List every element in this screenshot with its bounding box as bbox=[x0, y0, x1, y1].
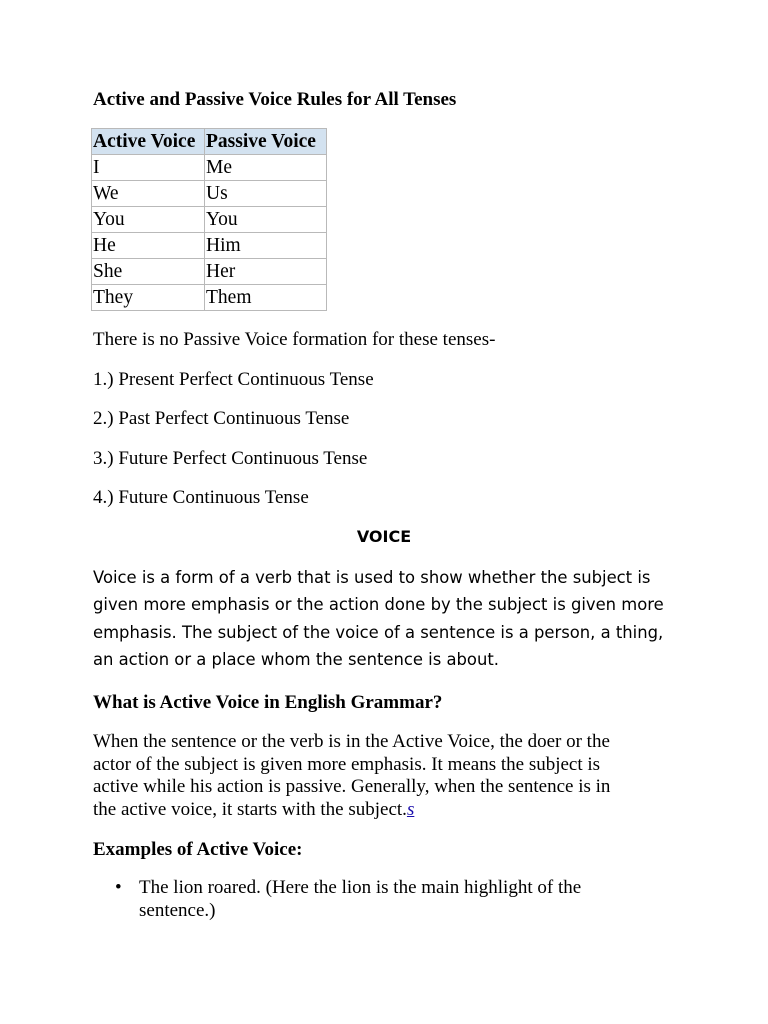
page-title: Active and Passive Voice Rules for All Tenses bbox=[93, 89, 457, 110]
table-row bbox=[92, 233, 327, 259]
table-row bbox=[92, 207, 327, 233]
table-cell: They bbox=[92, 285, 205, 311]
list-item-line: sentence.) bbox=[139, 900, 216, 921]
table-cell: Him bbox=[205, 233, 327, 259]
tense-list-item: 3.) Future Perfect Continuous Tense bbox=[93, 448, 368, 469]
active-voice-line: When the sentence or the verb is in the Active Voice, the doer or the bbox=[93, 731, 610, 752]
table-header-active: Active Voice bbox=[92, 129, 205, 155]
table-cell: You bbox=[92, 207, 205, 233]
table-cell: Me bbox=[205, 155, 327, 181]
tense-list-item: 4.) Future Continuous Tense bbox=[93, 487, 309, 508]
no-passive-intro: There is no Passive Voice formation for these tenses- bbox=[93, 329, 496, 350]
list-item bbox=[93, 876, 693, 922]
tense-list-item: 2.) Past Perfect Continuous Tense bbox=[93, 408, 350, 429]
examples-list bbox=[93, 876, 693, 922]
table-cell: Her bbox=[205, 259, 327, 285]
voice-definition-line: an action or a place whom the sentence is about. bbox=[93, 649, 499, 669]
active-voice-line: active while his action is passive. Generally, when the sentence is in bbox=[93, 776, 611, 798]
table-header-passive: Passive Voice bbox=[205, 129, 327, 155]
list-item-line: The lion roared. (Here the lion is the main highlight of the bbox=[139, 877, 582, 898]
tense-list-item: 1.) Present Perfect Continuous Tense bbox=[93, 369, 374, 390]
voice-definition-line: emphasis. The subject of the voice of a sentence is a person, a thing, bbox=[93, 622, 664, 642]
table-cell: I bbox=[92, 155, 205, 181]
pronoun-table bbox=[91, 128, 327, 311]
table-row bbox=[92, 155, 327, 181]
examples-heading: Examples of Active Voice: bbox=[93, 839, 303, 860]
table-cell: Us bbox=[205, 181, 327, 207]
table-header-row bbox=[92, 129, 327, 155]
table-row bbox=[92, 285, 327, 311]
active-voice-heading: What is Active Voice in English Grammar? bbox=[93, 692, 443, 713]
table-row bbox=[92, 259, 327, 285]
active-voice-line: actor of the subject is given more emphasis. It means the subject is bbox=[93, 753, 601, 775]
table-cell: We bbox=[92, 181, 205, 207]
table-cell: She bbox=[92, 259, 205, 285]
table-row bbox=[92, 181, 327, 207]
active-voice-line: the active voice, it starts with the subject. bbox=[93, 798, 407, 820]
inline-link[interactable]: s bbox=[406, 798, 415, 820]
table-cell: He bbox=[92, 233, 205, 259]
table-cell: Them bbox=[205, 285, 327, 311]
voice-heading: VOICE bbox=[356, 527, 412, 546]
active-voice-line-last bbox=[93, 799, 693, 822]
active-voice-body bbox=[93, 731, 693, 821]
bullet-icon: • bbox=[115, 877, 122, 898]
voice-definition bbox=[93, 564, 693, 673]
voice-definition-line: given more emphasis or the action done by the subject is given more bbox=[93, 595, 664, 615]
table-cell: You bbox=[205, 207, 327, 233]
voice-definition-line: Voice is a form of a verb that is used to show whether the subject is bbox=[93, 568, 651, 587]
